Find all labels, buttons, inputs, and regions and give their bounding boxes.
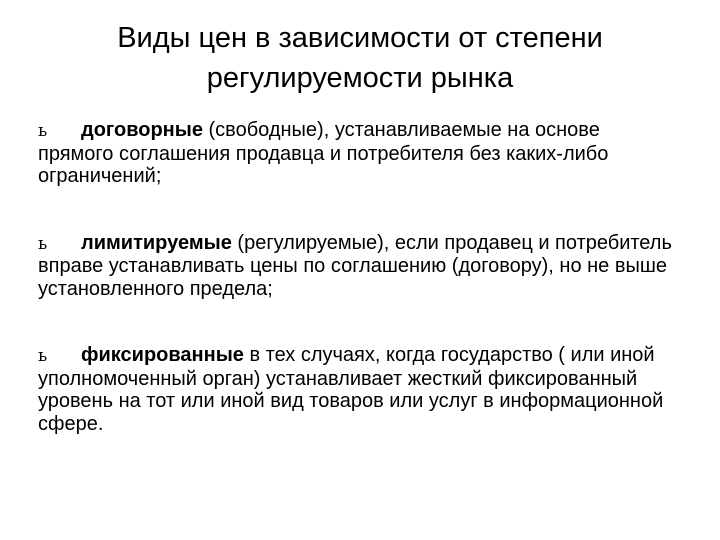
slide-title [60, 18, 660, 98]
bullet-marker-icon: ь [38, 233, 48, 254]
slide-title-line-1: Виды цен в зависимости от степени [117, 22, 603, 54]
bullet-term: фиксированные [81, 344, 244, 366]
bullet-list [38, 119, 678, 479]
bullet-text: (регулируемые), если продавец и потребитель вправе устанавливать цены по соглашению (договору), но не выше установленного предела; [38, 231, 672, 300]
bullet-marker-icon: ь [38, 346, 48, 366]
bullet-marker-icon: ь [38, 121, 48, 141]
bullet-item-contract-prices [38, 119, 678, 188]
bullet-term: лимитируемые [81, 231, 232, 254]
slide-title-line-2: регулируемости рынка [206, 62, 514, 94]
bullet-text: (свободные), устанавливаемые на основе прямого соглашения продавца и потребителя без каких-либо ограничений; [38, 119, 609, 187]
bullet-item-fixed-prices [38, 344, 678, 435]
bullet-text: в тех случаях, когда государство ( или иной уполномоченный орган) устанавливает жесткий фиксированный уровень на тот или иной вид товаров или услуг в информационной сфере. [38, 344, 664, 435]
bullet-item-limited-prices [38, 232, 678, 301]
bullet-term: договорные [81, 119, 203, 141]
